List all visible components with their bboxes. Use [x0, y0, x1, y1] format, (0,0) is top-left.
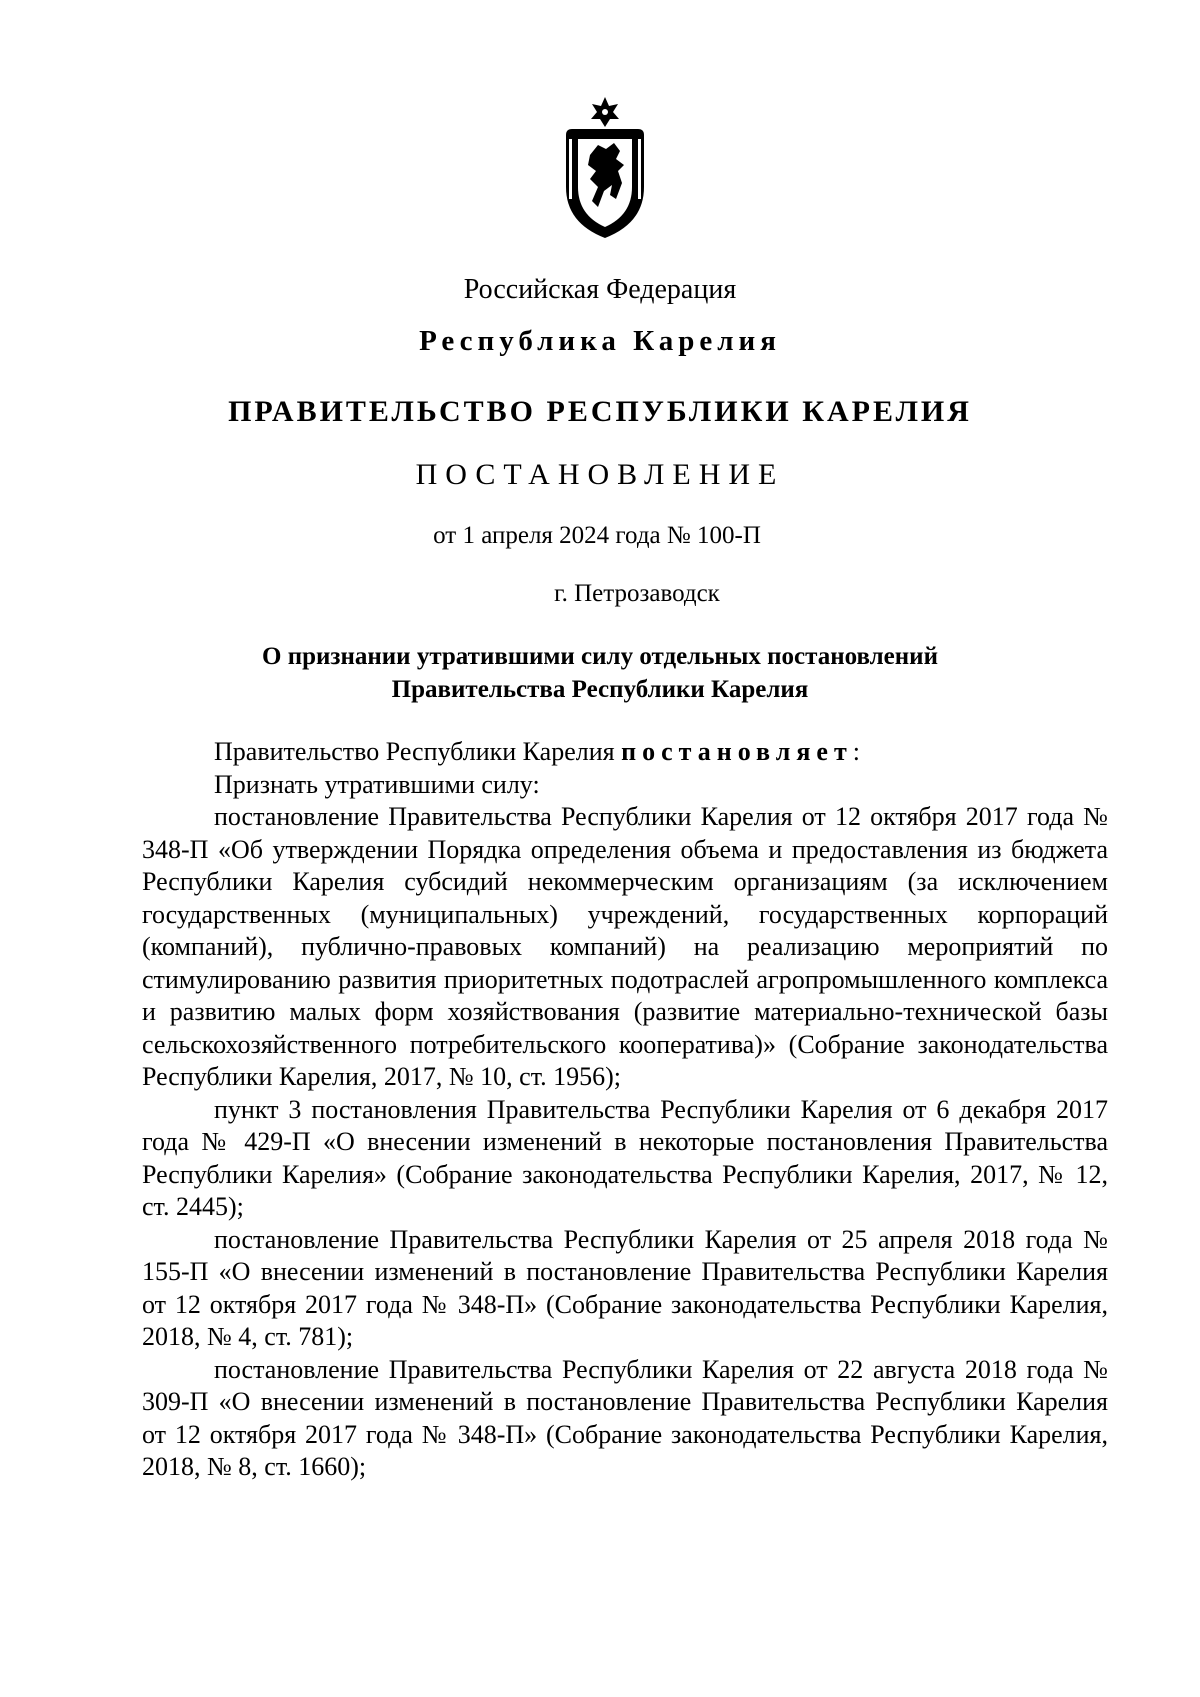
- document-body: [142, 736, 1108, 1484]
- list-item: пункт 3 постановления Правительства Республики Карелия от 6 декабря 2017 года № 429-П «О внесении изменений в некоторые постановления Правительства Республики Карелия» (Собрание законодательства Республики Карелия, 2017, № 12, ст. 2445);: [142, 1094, 1108, 1221]
- intro-paragraph: [142, 736, 1108, 769]
- list-item: постановление Правительства Республики Карелия от 12 октября 2017 года № 348-П «Об утверждении Порядка определения объема и предоставления из бюджета Республики Карелия субсидий некоммерческим организациям (за исключением государственных (муниципальных) учреждений, государственных корпораций (компаний), публично-правовых компаний) на реализацию мероприятий по стимулированию развития приоритетных подотраслей агропромышленного комплекса и развитию малых форм хозяйствования (развитие материально-технической базы сельскохозяйственного потребительского кооператива)» (Собрание законодательства Республики Карелия, 2017, № 10, ст. 1956);: [142, 802, 1108, 1091]
- document-title: [0, 640, 1200, 706]
- republic-name: Республика Карелия: [419, 325, 781, 357]
- intro-prefix: Правительство Республики Карелия: [214, 737, 622, 766]
- country-name: Российская Федерация: [463, 274, 737, 305]
- recognize-paragraph: Признать утратившими силу:: [214, 769, 540, 799]
- title-line-2: Правительства Республики Карелия: [391, 676, 809, 703]
- city: г. Петрозаводск: [554, 580, 720, 607]
- list-item: постановление Правительства Республики Карелия от 22 августа 2018 года № 309-П «О внесении изменений в постановление Правительства Республики Карелия от 12 октября 2017 года № 348-П» (Собрание законодательства Республики Карелия, 2018, № 8, ст. 1660);: [142, 1354, 1108, 1481]
- list-item: постановление Правительства Республики Карелия от 25 апреля 2018 года № 155-П «О внесении изменений в постановление Правительства Республики Карелия от 12 октября 2017 года № 348-П» (Собрание законодательства Республики Карелия, 2018, № 4, ст. 781);: [142, 1224, 1108, 1351]
- title-line-1: О признании утратившими силу отдельных постановлений: [262, 643, 938, 670]
- intro-suffix: :: [852, 737, 860, 766]
- resolves-word: постановляет: [621, 737, 853, 766]
- government-name: ПРАВИТЕЛЬСТВО РЕСПУБЛИКИ КАРЕЛИЯ: [228, 395, 972, 428]
- coat-of-arms-icon: [560, 95, 650, 240]
- document-type: ПОСТАНОВЛЕНИЕ: [415, 458, 785, 491]
- date-and-number: от 1 апреля 2024 года № 100-П: [433, 522, 761, 549]
